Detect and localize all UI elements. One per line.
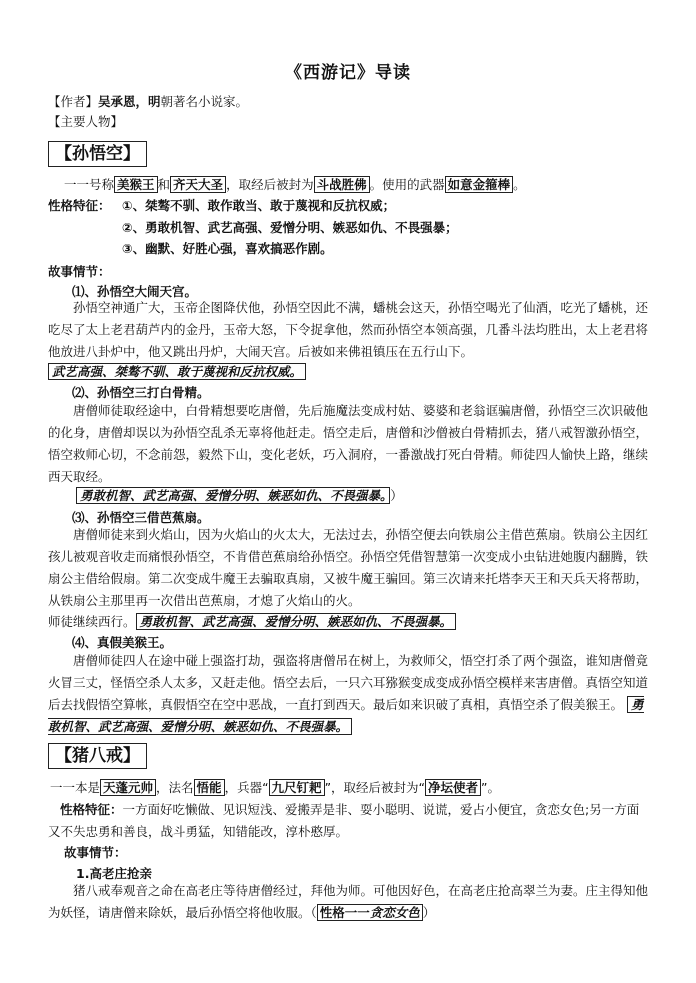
wukong-nickname-2: 齐天大圣 bbox=[170, 176, 226, 193]
wukong-traits-label: 性格特征： bbox=[48, 198, 111, 213]
intro-text: 。使用的武器 bbox=[369, 177, 445, 192]
bajie-story-1-text bbox=[48, 880, 648, 924]
bajie-intro bbox=[50, 780, 500, 796]
story-1-trait-tag: 武艺高强、桀骜不驯、敢于蔑视和反抗权威。 bbox=[48, 363, 306, 380]
story-2-text bbox=[48, 400, 648, 488]
wukong-buddha-title: 斗战胜佛 bbox=[314, 176, 370, 193]
bajie-story-1-tag bbox=[317, 904, 423, 921]
author-desc: 朝著名小说家。 bbox=[160, 94, 249, 109]
story-3-end-line bbox=[48, 614, 456, 630]
story-text: 唐僧师徒来到火焰山，因为火焰山的火太大，无法过去，孙悟空便去向铁扇公主借芭蕉扇。铁扇公主因红孩儿被观音收走而痛恨孙悟空，不肯借芭蕉扇给孙悟空。孙悟空凭借智慧第一次变成小虫钻进她腹内翻腾，铁扇公主借给假扇。第二次变成牛魔王去骗取真扇，又被牛魔王骗回。第三次请来托塔李天王和天兵天将帮助，从铁扇公主那里再一次借出芭蕉扇，才熄了火焰山的火。 bbox=[48, 527, 649, 608]
paren: ） bbox=[422, 905, 436, 920]
paren: ） bbox=[390, 488, 403, 503]
story-2-trait-tag: 勇敢机智、武艺高强、爱憎分明、嫉恶如仇、不畏强暴。 bbox=[76, 487, 390, 504]
wukong-intro bbox=[64, 177, 526, 193]
section-wukong: 【孙悟空】 bbox=[48, 141, 147, 167]
story-text: 师徒继续西行。 bbox=[48, 614, 136, 629]
story-2-tag-line bbox=[76, 488, 403, 504]
intro-text: 。 bbox=[513, 177, 526, 192]
wukong-trait-3: ③、幽默、好胜心强，喜欢搞恶作剧。 bbox=[122, 241, 333, 256]
bajie-buddha-title: 净坛使者 bbox=[425, 779, 481, 796]
story-text: 猪八戒奉观音之命在高老庄等待唐僧经过，拜他为师。可他因好色，在高老庄抢高翠兰为妻。庄主得知他为妖怪，请唐僧来除妖，最后孙悟空将他收服。（ bbox=[48, 883, 649, 920]
bajie-story-1-title: 1.高老庄抢亲 bbox=[76, 866, 152, 881]
tag-label: 性格一一 bbox=[319, 905, 370, 920]
story-1-text bbox=[48, 297, 648, 363]
story-4-text bbox=[48, 650, 648, 738]
intro-text: 和 bbox=[157, 177, 171, 192]
bajie-plot-label: 故事情节： bbox=[64, 845, 127, 860]
story-text: 孙悟空神通广大，玉帝企图降伏他，孙悟空因此不满，蟠桃会这天，孙悟空喝光了仙酒，吃光了蟠桃，还吃尽了太上老君葫芦内的金丹，玉帝大怒，下令捉拿他，然而孙悟空本领高强，几番斗法均胜出，太上老君将他放进八卦炉中，他又跳出丹炉，大闹天宫。后被如来佛祖镇压在五行山下。 bbox=[48, 300, 649, 359]
story-1-title: ⑴、孙悟空大闹天宫。 bbox=[72, 284, 198, 299]
intro-text: 一一本是 bbox=[50, 780, 101, 795]
wukong-nickname-1: 美猴王 bbox=[114, 176, 158, 193]
intro-text: ，法名 bbox=[156, 780, 194, 795]
bajie-dharma-name: 悟能 bbox=[194, 779, 225, 796]
intro-text: ”，取经后被封为“ bbox=[324, 780, 426, 795]
bajie-original-title: 天蓬元帅 bbox=[100, 779, 156, 796]
author-line bbox=[48, 94, 248, 110]
intro-text: ”。 bbox=[481, 780, 501, 795]
story-4-title: ⑷、真假美猴王。 bbox=[72, 635, 173, 650]
story-3-title: ⑶、孙悟空三借芭蕉扇。 bbox=[72, 510, 210, 525]
story-text: 唐僧师徒四人在途中碰上强盗打劫，强盗将唐僧吊在树上，为救师父，悟空打杀了两个强盗，谁知唐僧竟火冒三丈，怪悟空杀人太多，又赶走他。悟空去后，一只六耳猕猴变成变成孙悟空模样来害唐僧。真悟空知道后去找假悟空算帐，真假悟空在空中恶战，一直打到西天。最后如来识破了真相，真悟空杀了假美猴王。 bbox=[48, 653, 649, 712]
story-2-title: ⑵、孙悟空三打白骨精。 bbox=[72, 385, 210, 400]
author-label: 【作者】 bbox=[48, 94, 99, 109]
bajie-traits bbox=[48, 799, 648, 843]
wukong-trait-2: ②、勇敢机智、武艺高强、爱憎分明、嫉恶如仇、不畏强暴； bbox=[122, 220, 458, 235]
story-4-trait-tag: 勇敢机智、武艺高强、爱憎分明、嫉恶如仇、不畏强暴。 bbox=[48, 697, 644, 734]
tag-value: 贪恋女色 bbox=[369, 905, 420, 920]
bajie-traits-text: 一方面好吃懒做、见识短浅、爱搬弄是非、耍小聪明、说谎，爱占小便宜，贪恋女色;另一方面又不失忠勇和善良，战斗勇猛，知错能改，淳朴憨厚。 bbox=[48, 802, 640, 839]
intro-text: 一一号称 bbox=[64, 177, 115, 192]
intro-text: ，取经后被封为 bbox=[226, 177, 314, 192]
intro-text: ，兵器“ bbox=[224, 780, 269, 795]
bajie-traits-label: 性格特征： bbox=[60, 802, 123, 817]
bajie-weapon: 九尺钉耙 bbox=[269, 779, 325, 796]
story-3-text bbox=[48, 524, 648, 612]
wukong-trait-1: ①、桀骜不驯、敢作敢当、敢于蔑视和反抗权威； bbox=[122, 198, 396, 213]
wukong-weapon: 如意金箍棒 bbox=[445, 176, 514, 193]
characters-label: 【主要人物】 bbox=[48, 114, 124, 129]
wukong-plot-label: 故事情节： bbox=[48, 264, 111, 279]
story-1-tag-line bbox=[48, 364, 306, 380]
author-name: 吴承恩，明 bbox=[98, 94, 161, 109]
page-title: 《西游记》导读 bbox=[285, 63, 411, 83]
story-3-trait-tag: 勇敢机智、武艺高强、爱憎分明、嫉恶如仇、不畏强暴。 bbox=[136, 613, 457, 630]
section-bajie: 【猪八戒】 bbox=[48, 743, 147, 769]
story-text: 唐僧师徒取经途中，白骨精想要吃唐僧，先后施魔法变成村姑、婆婆和老翁诓骗唐僧，孙悟空三次识破他的化身，唐僧却误以为孙悟空乱杀无辜将他赶走。悟空走后，唐僧和沙僧被白骨精抓去，猪八戒智激孙悟空，悟空救师心切，不念前怨，毅然下山，变化老妖，巧入洞府，一番激战打死白骨精。师徒四人愉快上路，继续西天取经。 bbox=[48, 403, 649, 484]
